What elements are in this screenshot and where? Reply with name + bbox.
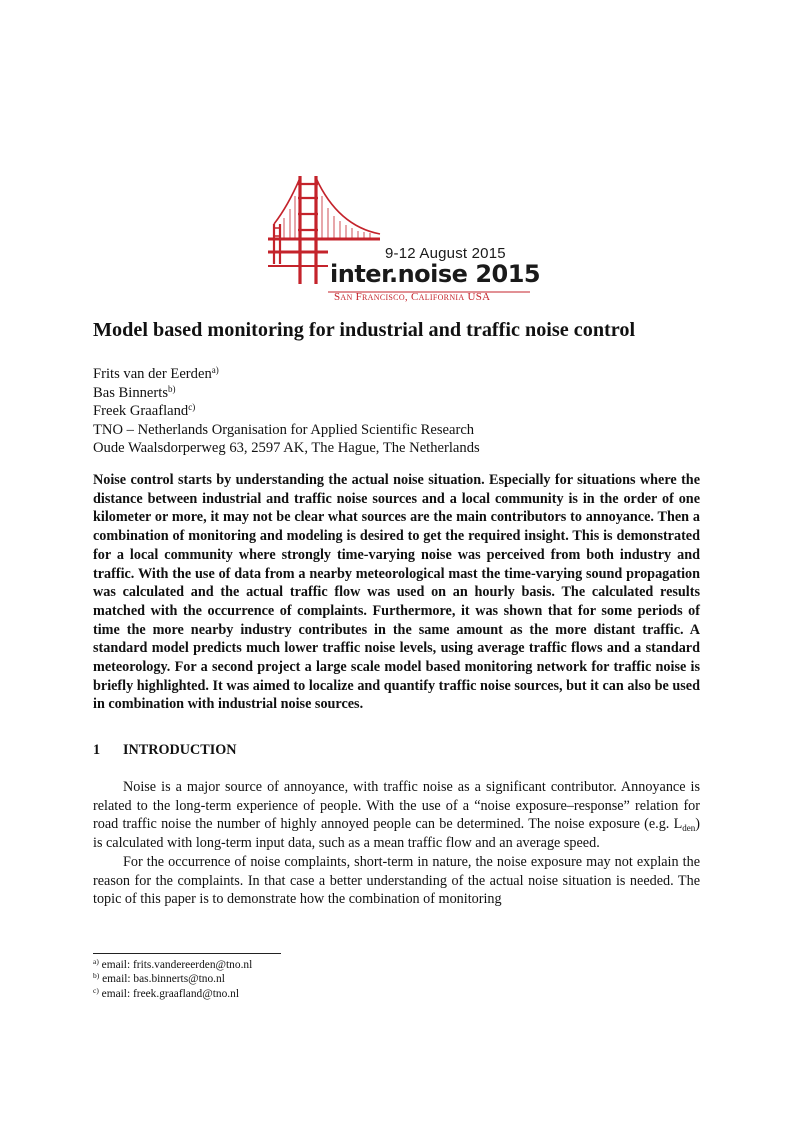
footnote xyxy=(93,958,252,972)
address: Oude Waalsdorperweg 63, 2597 AK, The Hague, The Netherlands xyxy=(93,440,480,457)
author-line xyxy=(93,402,480,421)
conference-location: San Francisco, California USA xyxy=(334,291,491,303)
paper-title: Model based monitoring for industrial and traffic noise control xyxy=(93,319,636,341)
author-mark: b) xyxy=(168,383,176,394)
footnote xyxy=(93,972,252,986)
author-name: Frits van der Eerden xyxy=(93,366,212,382)
abstract: Noise control starts by understanding the actual noise situation. Especially for situations where the distance between industrial and traffic noise sources and a local community is in the order of one kilometer or more, it may not be clear what sources are the main contributors to annoyance. Then a combination of monitoring and modeling is desired to get the required insight. This is demonstrated for a local community where strongly time-varying noise was perceived from both industry and traffic. With the use of data from a nearby meteorological mast the time-varying sound propagation was calculated and the actual traffic flow was used on an hourly basis. The calculated results matched with the occurrence of complaints. Furthermore, it was shown that for some periods of time the more nearby industry contributes in the same amount as the more distant traffic. A standard model predicts much lower traffic noise levels, using average traffic flows and a standard meteorology. For a second project a large scale model based monitoring network for traffic noise is briefly highlighted. It was aimed to localize and quantify traffic noise sources, but it can also be used in combination with industrial noise sources. xyxy=(93,472,700,713)
affiliation: TNO – Netherlands Organisation for Applied Scientific Research xyxy=(93,421,475,438)
author-name: Bas Binnerts xyxy=(93,384,168,401)
paragraph-text: ) is calculated with long-term input data, such as a mean traffic flow and an average speed. xyxy=(93,816,700,852)
footnote-mark: c) xyxy=(93,985,99,995)
paragraph: For the occurrence of noise complaints, short-term in nature, the noise exposure may not explain the reason for the complaints. In that case a better understanding of the actual noise situation is needed. The topic of this paper is to demonstrate how the combination of monitoring xyxy=(93,853,700,908)
conference-logo xyxy=(268,176,541,304)
conference-brand: inter.noise 2015 xyxy=(330,260,541,288)
author-name: Freek Graafland xyxy=(93,403,189,420)
footnote xyxy=(93,987,252,1001)
author-line xyxy=(93,384,480,403)
section-title: INTRODUCTION xyxy=(123,742,237,758)
section-number: 1 xyxy=(93,742,101,758)
footnote-text: email: frits.vandereerden@tno.nl xyxy=(98,959,253,971)
footnote-divider xyxy=(93,953,281,954)
author-block xyxy=(93,365,480,458)
footnote-text: email: bas.binnerts@tno.nl xyxy=(99,973,225,986)
section-heading xyxy=(93,742,237,759)
paragraph xyxy=(93,778,700,853)
paragraph-text: Noise is a major source of annoyance, with traffic noise as a significant contributor. Annoyance is related to the long-term experience of people. With the use of a “noise exposure–response” relation for road traffic noise the number of highly annoyed people can be determined. The noise exposure (e.g. L xyxy=(93,779,700,833)
footnote-mark: b) xyxy=(93,971,100,981)
footnote-mark: a) xyxy=(93,957,99,966)
footnote-text: email: freek.graafland@tno.nl xyxy=(98,987,239,1000)
footnotes xyxy=(93,958,252,1001)
author-line xyxy=(93,365,480,384)
conference-date: 9-12 August 2015 xyxy=(385,245,506,262)
body-text xyxy=(93,778,700,909)
subscript: den xyxy=(682,823,696,834)
author-mark: c) xyxy=(188,402,196,413)
author-mark: a) xyxy=(211,365,219,375)
